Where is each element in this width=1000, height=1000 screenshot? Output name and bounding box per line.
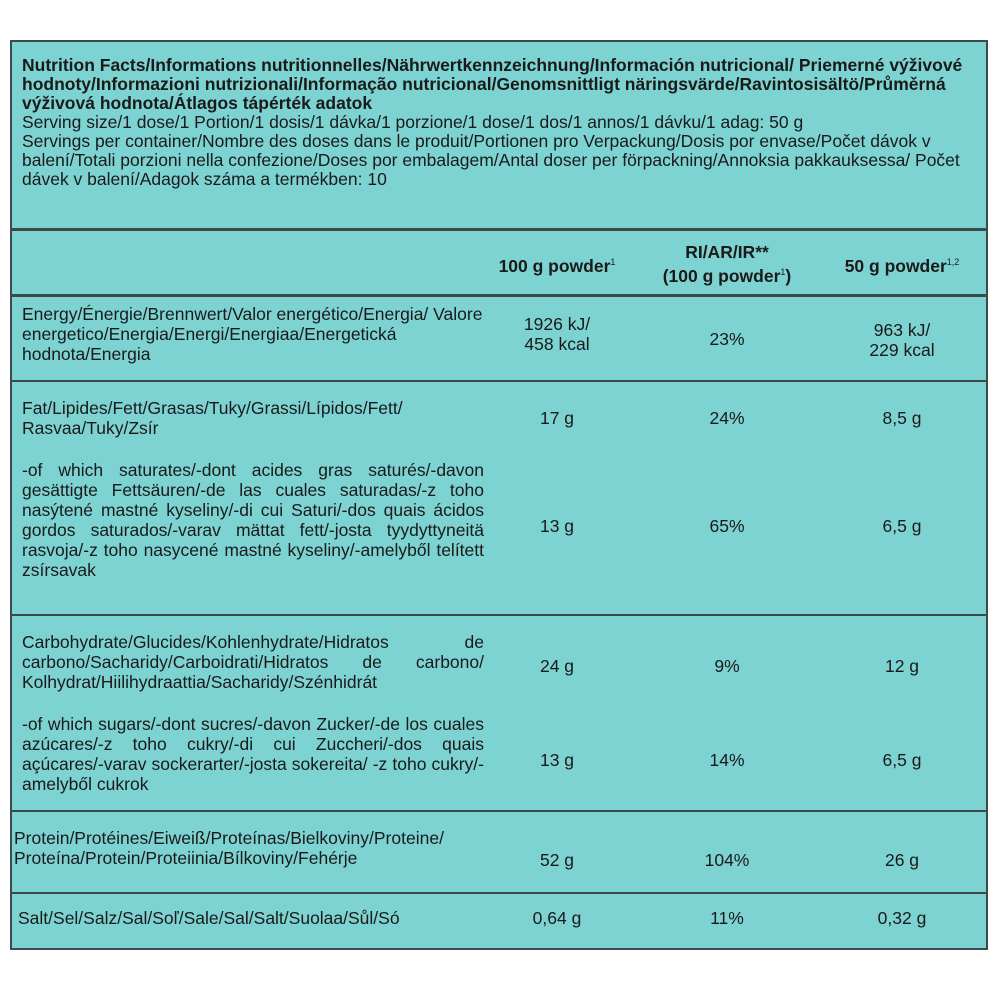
energy-ri: 23% <box>709 329 745 349</box>
row-label-fat: Fat/Lipides/Fett/Grasas/Tuky/Grassi/Lípidos/Fett/ Rasvaa/Tuky/Zsír <box>22 398 403 438</box>
row-label-saturates: -of which saturates/-dont acides gras saturés/-davon gesättigte Fettsäuren/-de las cuales saturadas/-z toho nasýtené mastné kyseliny/-di cui Saturi/-dos quais ácidos gordos saturados/-varav mättat fett/-josta tyydyttyneitä rasvoja/-z toho nasycené mastné kyseliny/-amelyből telített zsírsavak <box>22 460 484 580</box>
energy-100g: 1926 kJ/ 458 kcal <box>523 314 591 354</box>
protein-100g: 52 g <box>539 850 575 870</box>
servings-per-container: Servings per container/Nombre des doses dans le produit/Portionen pro Verpackung/Dosis por envase/Počet dávok v balení/Totali porzioni nella confezione/Doses por embalagem/Antal doser per förpackning/Annoksia pakkauksessa/ Počet dávek v balení/Adagok száma a termékben: 10 <box>22 131 960 189</box>
nutrition-facts-panel <box>10 40 988 950</box>
energy-50g: 963 kJ/ 229 kcal <box>869 320 935 360</box>
column-header-ri: RI/AR/IR** (100 g powder$^1$) <box>662 242 792 286</box>
nutrition-header <box>22 56 977 189</box>
carbohydrate-100g: 24 g <box>539 656 575 676</box>
carbohydrate-50g: 12 g <box>884 656 920 676</box>
salt-50g: 0,32 g <box>877 908 927 928</box>
saturates-ri: 65% <box>709 516 745 536</box>
fat-50g: 8,5 g <box>882 408 922 428</box>
salt-100g: 0,64 g <box>532 908 582 928</box>
row-divider <box>12 614 986 616</box>
serving-size: Serving size/1 dose/1 Portion/1 dosis/1 dávka/1 porzione/1 dose/1 dos/1 annos/1 dávku/1 adag: 50 g <box>22 112 804 132</box>
fat-100g: 17 g <box>539 408 575 428</box>
row-label-sugars: -of which sugars/-dont sucres/-davon Zucker/-de los cuales azúcares/-z toho cukry/-di cui Zuccheri/-dos quais açúcares/-varav sockerarter/-josta sokereita/ -z toho cukry/-amelyből cukrok <box>22 714 484 794</box>
salt-ri: 11% <box>710 908 744 928</box>
protein-50g: 26 g <box>884 850 920 870</box>
nutrition-title: Nutrition Facts/Informations nutritionnelles/Nährwertkennzeichnung/Información nutricional/ Priemerné výživové hodnoty/Informazioni nutrizionali/Informação nutricional/Genomsnittligt näringsvärde/Ravintosisältö/Průměrná výživová hodnota/Átlagos tápérték adatok <box>22 55 963 113</box>
column-header-100g: 100 g powder$^1$ <box>498 256 616 276</box>
row-divider <box>12 380 986 382</box>
row-label-protein: Protein/Protéines/Eiweiß/Proteínas/Bielkoviny/Proteine/ Proteína/Protein/Proteiinia/Bílkoviny/Fehérje <box>14 828 444 868</box>
fat-ri: 24% <box>709 408 745 428</box>
row-divider <box>12 810 986 812</box>
saturates-100g: 13 g <box>539 516 575 536</box>
sugars-50g: 6,5 g <box>882 750 922 770</box>
column-header-divider <box>12 294 986 297</box>
column-header-50g: 50 g powder$^{1,2}$ <box>844 256 960 276</box>
row-divider <box>12 892 986 894</box>
header-divider <box>12 228 986 231</box>
row-label-salt: Salt/Sel/Salz/Sal/Soľ/Sale/Sal/Salt/Suolaa/Sůl/Só <box>18 908 400 928</box>
row-label-energy: Energy/Énergie/Brennwert/Valor energético/Energia/ Valore energetico/Energia/Energi/Energiaa/Energetická hodnota/Energia <box>22 304 483 364</box>
sugars-100g: 13 g <box>539 750 575 770</box>
saturates-50g: 6,5 g <box>882 516 922 536</box>
row-label-carbohydrate: Carbohydrate/Glucides/Kohlenhydrate/Hidratos de carbono/Sacharidy/Carboidrati/Hidratos de carbono/ Kolhydrat/Hiilihydraattia/Sacharidy/Szénhidrát <box>22 632 484 692</box>
carbohydrate-ri: 9% <box>714 656 740 676</box>
protein-ri: 104% <box>704 850 750 870</box>
sugars-ri: 14% <box>709 750 745 770</box>
